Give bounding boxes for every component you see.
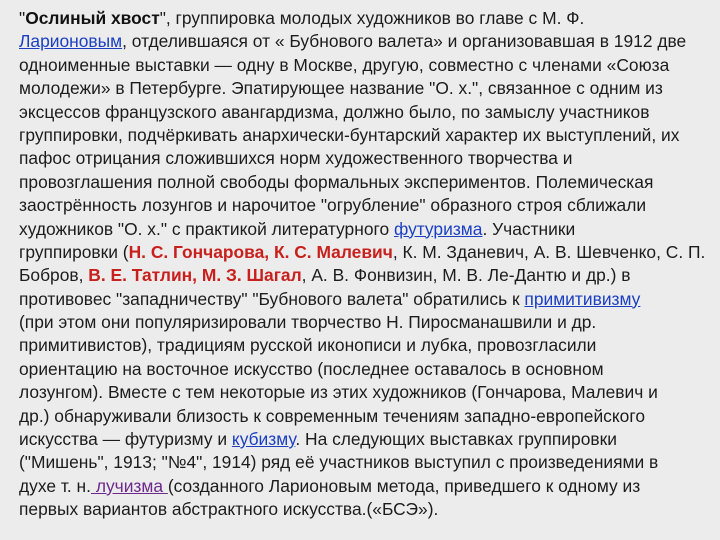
text-fragment: Бобров, bbox=[19, 265, 89, 286]
term-title: Ослиный хвост bbox=[25, 8, 160, 28]
text-fragment: , К. М. Зданевич, А. В. Шевченко, С. П. bbox=[392, 241, 706, 262]
text-fragment: духе т. н. bbox=[19, 475, 91, 496]
article-text bbox=[19, 7, 720, 522]
text-fragment: . На следующих выставках группировки bbox=[295, 429, 617, 450]
text-line: ("Мишень", 1913; "№4", 1914) ряд её участников выступил с произведениями в bbox=[19, 452, 659, 473]
link-futurism[interactable]: футуризма bbox=[393, 218, 483, 239]
text-line: одноименные выставки — одну в Москве, другую, совместно с членами «Союза bbox=[19, 54, 670, 75]
text-line: примитивистов), традициям русской иконописи и лубка, провозгласили bbox=[19, 335, 597, 356]
highlighted-names: В. Е. Татлин, М. З. Шагал bbox=[88, 265, 302, 286]
text-line bbox=[19, 241, 720, 264]
text-line bbox=[19, 264, 720, 287]
link-rayonism[interactable]: лучизма bbox=[90, 475, 168, 496]
text-line bbox=[19, 428, 720, 451]
text-fragment: , отделившаяся от « Бубнового валета» и организовавшая в 1912 две bbox=[122, 31, 687, 52]
text-fragment: ", группировка молодых художников во главе с М. Ф. bbox=[159, 8, 585, 28]
text-line bbox=[19, 475, 720, 498]
text-line bbox=[19, 30, 720, 53]
text-line bbox=[19, 288, 720, 311]
text-fragment: художников "О. х." с практикой литературного bbox=[19, 218, 394, 239]
text-line: эксцессов французского авангардизма, должно было, по замыслу участников bbox=[19, 101, 650, 122]
text-fragment: . Участники bbox=[482, 218, 576, 239]
link-primitivism[interactable]: примитивизму bbox=[524, 288, 641, 309]
text-line: пафос отрицания сложившихся норм художественного творчества и bbox=[19, 148, 573, 169]
text-line: заострённость лозунгов и нарочитое "огрубление" образного строя сближали bbox=[19, 195, 647, 216]
link-larionov[interactable]: Ларионовым bbox=[19, 31, 123, 52]
text-fragment: (созданного Ларионовым метода, приведшего к одному из bbox=[167, 475, 641, 496]
text-fragment: искусства — футуризму и bbox=[19, 429, 232, 450]
highlighted-names: Н. С. Гончарова, К. С. Малевич bbox=[128, 241, 393, 262]
link-cubism[interactable]: кубизму bbox=[231, 429, 296, 450]
text-line: первых вариантов абстрактного искусства.(«БСЭ»). bbox=[19, 499, 439, 520]
text-line: провозглашения полной свободы формальных экспериментов. Полемическая bbox=[19, 171, 654, 192]
text-line bbox=[19, 218, 720, 241]
quote-mark: " bbox=[19, 8, 26, 28]
text-fragment: противовес "западничеству" "Бубнового валета" обратились к bbox=[19, 288, 525, 309]
text-line bbox=[19, 7, 720, 30]
text-line: группировки, подчёркивать анархически-бунтарский характер их выступлений, их bbox=[19, 124, 680, 145]
text-line: др.) обнаруживали близость к современным течениям западно-европейского bbox=[19, 405, 645, 426]
text-line: (при этом они популяризировали творчество Н. Пиросманашвили и др. bbox=[19, 312, 597, 333]
text-fragment: группировки ( bbox=[19, 241, 129, 262]
text-line: лозунгом). Вместе с тем некоторые из этих художников (Гончарова, Малевич и bbox=[19, 382, 658, 403]
text-line: молодежи» в Петербурге. Эпатирующее название "О. х.", связанное с одним из bbox=[19, 78, 663, 99]
text-line: ориентацию на восточное искусство (последнее оставалось в основном bbox=[19, 358, 604, 379]
text-fragment: , А. В. Фонвизин, М. В. Ле-Дантю и др.) в bbox=[301, 265, 631, 286]
